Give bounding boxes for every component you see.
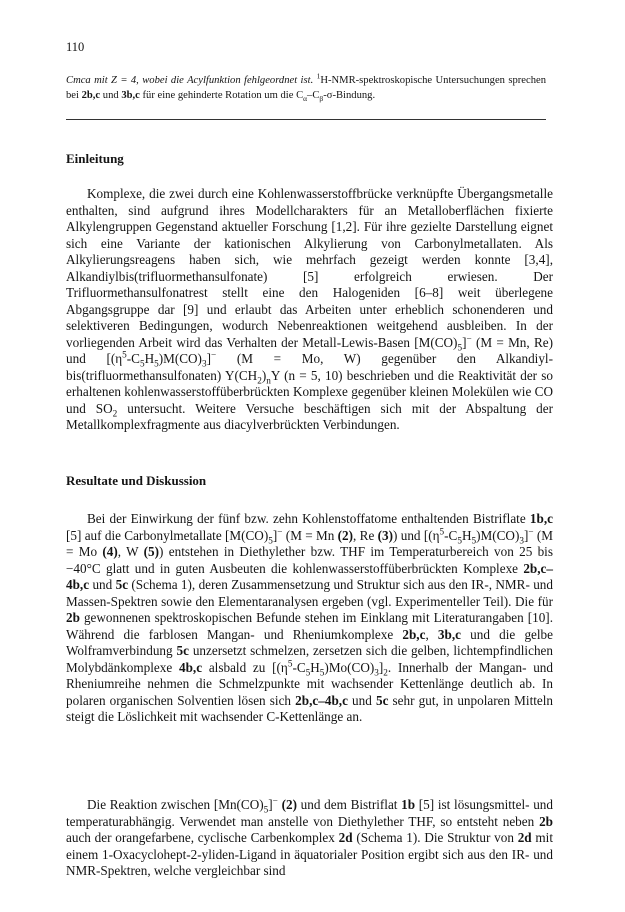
text-segment: ] xyxy=(268,797,273,812)
compound-label: 2b,c xyxy=(81,89,101,101)
subscript: β xyxy=(319,93,324,103)
text-segment: , xyxy=(425,626,438,642)
text-segment: )M(CO) xyxy=(476,527,520,543)
subscript: α xyxy=(303,93,308,103)
superscript: 5 xyxy=(439,526,445,537)
text-segment: ) entstehen in Diethylether bzw. THF im Temperaturbereich von 25 bis −40°C glatt und in guten Ausbeuten die kohlenwasserstoffüberbrückten Komplexe xyxy=(66,544,553,576)
text-segment: Y (n = 5, 10) beschrieben und die Reaktivität der so erhaltenen kohlenwasserstoffüberbrückten Komplexe gegenüber kleinen Molekülen wie CO und SO xyxy=(66,367,553,416)
subscript: 3 xyxy=(519,535,524,546)
text-segment: . Innerhalb der Mangan- und Rheniumreihe nehmen die Schmelzpunkte mit wachsender Kettenlänge deutlich ab. In polaren organischen Solventien lösen sich xyxy=(66,659,553,708)
text-segment: )Mo(CO) xyxy=(324,659,375,675)
paragraph-resultate-1 xyxy=(66,511,553,726)
text-segment: sehr gut, in unpolaren Mitteln steigt die Löslichkeit mit wachsender C-Kettenlänge an. xyxy=(66,692,554,724)
compound-label: 2b,c–4b,c xyxy=(66,560,553,592)
text-segment: mit einem 1-Oxacyclohept-2-yliden-Ligand in äquatorialer Position ergibt sich aus den IR- und NMR-Spektren, welche vergleichbar sind xyxy=(66,830,554,878)
compound-label: 5c xyxy=(115,577,129,592)
superscript: − xyxy=(277,526,283,537)
compound-label: (5) xyxy=(143,544,160,559)
compound-label: (3) xyxy=(377,527,394,543)
text-segment: -C xyxy=(444,527,458,543)
compound-label: 1b,c xyxy=(529,511,553,526)
compound-label: 5c xyxy=(176,643,189,658)
superscript: 5 xyxy=(287,658,293,669)
subscript: 3 xyxy=(374,667,379,678)
text-segment: H xyxy=(310,659,320,675)
text-segment: Die Reaktion zwischen [Mn(CO) xyxy=(87,797,264,812)
compound-label: 2d xyxy=(338,830,353,845)
text-segment: (M = Mo, W) gegenüber den Alkandiylbis(trifluormethansulfonaten) Y(CH xyxy=(66,351,553,383)
text-segment: und xyxy=(89,577,116,592)
text-segment: H xyxy=(144,351,155,366)
section-divider xyxy=(66,119,546,120)
text-segment: )M(CO) xyxy=(158,351,202,366)
text-segment: Komplexe, die zwei durch eine Kohlenwasserstoffbrücke verknüpfte Übergangsmetalle enthalten, sind aufgrund ihres Modellcharakters für an Metalloberflächen fixierte Alkylengruppen Gegenstand aktueller Forschung [1,2]. Für ihre gezielte Darstellung eignet sich eine Variante der kationischen Alkylierung von Carbonylmetallaten. Als Alkylierungsreagens haben sich, wie mehrfach gezeigt werden konnte [3,4], Alkandiylbis(trifluormethansulfonate) [5] erfolgreich erwiesen. Der Trifluormethansulfonatrest stellt eine den Halogeniden [6–8] weit überlegene Abgangsgruppe dar [9] und erlaubt das Arbeiten unter erheblich schonenderen und selektiveren Bedingungen, wodurch Nebenreaktionen weitgehend ausbleiben. In der vorliegenden Arbeit wird das Verhalten der Metall-Lewis-Basen [M(CO) xyxy=(66,186,553,350)
text-segment: -C xyxy=(126,351,140,366)
paragraph-resultate-2 xyxy=(66,797,553,880)
superscript: − xyxy=(272,795,278,806)
text-segment: ] xyxy=(206,351,211,366)
text-segment: [5] ist lösungsmittel- und temperaturabhängig. Verwendet man anstelle von Diethylether THF, so entsteht neben xyxy=(66,797,553,829)
superscript: − xyxy=(466,333,472,344)
text-segment: gewonnenen spektroskopischen Befunde stehen im Einklang mit Literaturangaben [10]. Während die farblosen Mangan- und Rheniumkomplexe xyxy=(66,610,553,642)
compound-label: (4) xyxy=(102,544,118,559)
footnote-segment: und xyxy=(100,89,122,101)
paragraph-einleitung xyxy=(66,186,553,434)
footnote-segment: für eine gehinderte Rotation um die C xyxy=(139,89,304,101)
text-segment: unzersetzt schmelzen, zersetzen sich die gelben, lichtempfindlichen Molybdänkomplexe xyxy=(66,643,553,675)
compound-label: 2d xyxy=(517,830,532,845)
text-segment: (M = Mn xyxy=(282,527,338,543)
text-segment: alsbald zu [(η xyxy=(202,659,288,675)
text-segment: und dem Bistriflat xyxy=(296,797,402,812)
superscript: − xyxy=(528,526,534,537)
text-segment: ] xyxy=(272,527,278,543)
compound-label: 2b,c–4b,c xyxy=(295,692,348,708)
subscript: 5 xyxy=(268,535,273,546)
text-segment: H xyxy=(461,527,472,543)
subscript: 5 xyxy=(305,667,311,678)
subscript: 2 xyxy=(112,408,118,419)
subscript: 5 xyxy=(139,358,145,369)
text-segment: -C xyxy=(292,659,306,675)
subscript: 5 xyxy=(154,358,159,369)
text-segment: (Schema 1), deren Zusammensetzung und Struktur sich aus den IR-, NMR- und Massen-Spektren sowie den Elementaranalysen ergeben (vgl. Experimenteller Teil). Die für xyxy=(66,577,553,609)
compound-label: 2b xyxy=(539,813,553,829)
text-segment: (Schema 1). Die Struktur von xyxy=(352,830,518,845)
compound-label: 3b,c xyxy=(437,626,461,642)
text-segment: untersucht. Weitere Versuche beschäftigen sich mit der Abspaltung der Metallkomplexfragmente aus diacylverbrückten Verbindungen. xyxy=(66,400,554,432)
text-segment: (M = Mn, Re) und [(η xyxy=(66,334,553,366)
footnote-segment: –C xyxy=(307,89,320,101)
text-segment: Bei der Einwirkung der fünf bzw. zehn Kohlenstoffatome enthaltenden Bistriflate xyxy=(87,511,530,526)
section-heading-einleitung: Einleitung xyxy=(66,151,124,166)
section-heading-resultate: Resultate und Diskussion xyxy=(66,473,207,488)
text-segment: und xyxy=(347,692,376,708)
compound-label: 3b,c xyxy=(121,89,140,101)
superscript: 1 xyxy=(316,71,321,81)
text-segment: und die gelbe Wolframverbindung xyxy=(66,626,554,658)
footnote-segment: -σ-Bindung. xyxy=(323,89,376,101)
compound-label: (2) xyxy=(337,527,354,543)
space-group-italic: Cmca mit Z = 4, wobei die Acylfunktion fehlgeordnet ist. xyxy=(66,75,317,86)
compound-label: 5c xyxy=(375,692,389,708)
subscript: 5 xyxy=(457,535,462,546)
compound-label: 2b,c xyxy=(402,626,426,642)
compound-label: 1b xyxy=(401,797,416,812)
subscript: 5 xyxy=(263,804,269,815)
text-segment: ] xyxy=(462,334,467,350)
subscript: 2 xyxy=(257,375,262,386)
text-segment: ) und [(η xyxy=(393,527,440,543)
text-segment: , W xyxy=(117,544,144,559)
text-segment: [5] auf die Carbonylmetallate [M(CO) xyxy=(66,527,269,543)
compound-label: 2b xyxy=(66,610,80,625)
text-segment: , Re xyxy=(353,527,378,543)
subscript: n xyxy=(266,375,271,386)
subscript: 5 xyxy=(319,667,325,678)
text-segment: auch der orangefarbene, cyclische Carbenkomplex xyxy=(66,830,339,845)
subscript: 2 xyxy=(383,667,388,678)
footnote-segment: H-NMR-spektroskopische Untersuchungen sprechen bei xyxy=(66,75,547,101)
text-segment: ] xyxy=(378,659,384,675)
footnote-text xyxy=(66,71,547,103)
superscript: − xyxy=(210,349,217,360)
text-segment: ) xyxy=(261,367,267,383)
text-segment: ] xyxy=(523,527,529,543)
text-segment: (M = Mo xyxy=(66,527,554,559)
compound-label: (2) xyxy=(281,797,297,812)
subscript: 5 xyxy=(471,535,477,546)
subscript: 3 xyxy=(201,358,207,369)
compound-label: 4b,c xyxy=(178,659,203,675)
subscript: 5 xyxy=(457,342,463,353)
page-number: 110 xyxy=(66,40,85,54)
superscript: 5 xyxy=(122,349,127,360)
